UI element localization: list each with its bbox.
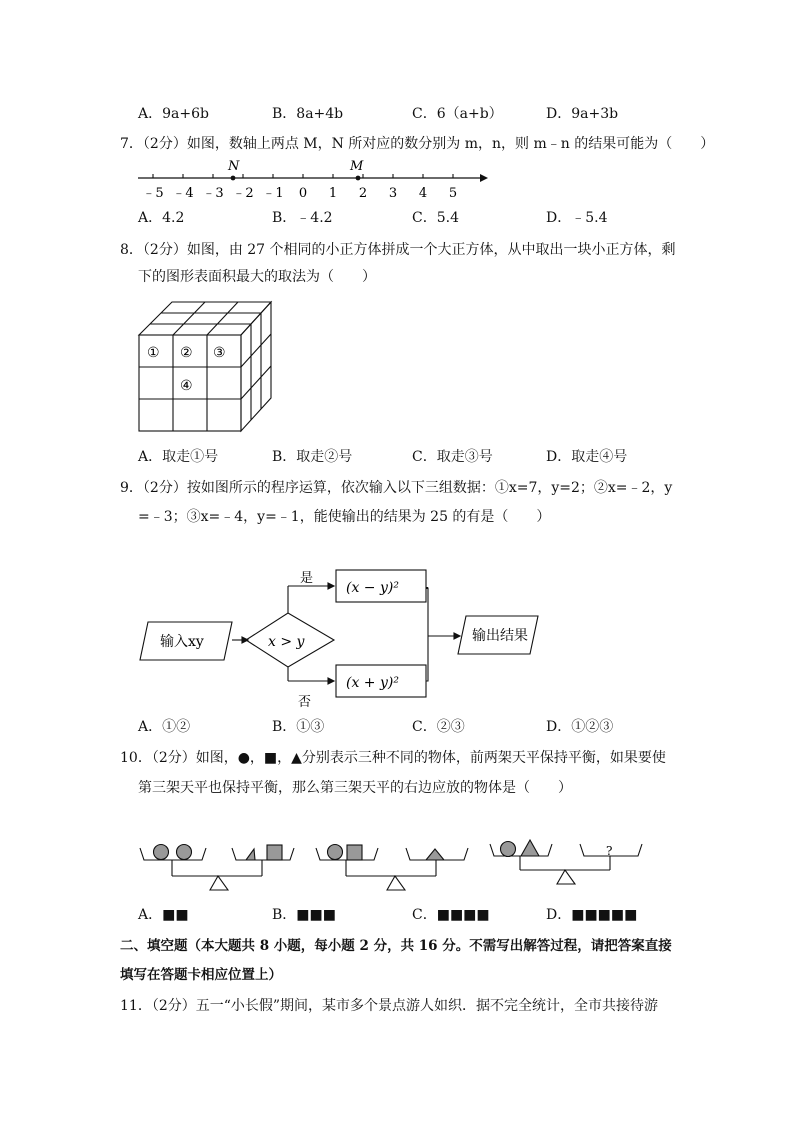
q6-option-b: B．8a+4b (272, 106, 344, 122)
q7-option-a: A．4.2 (138, 210, 185, 226)
circle-icon (501, 842, 516, 857)
q9-stem-line1: 9．（2分）按如图所示的程序运算，依次输入以下三组数据：①x=7，y=2；②x=﹣2，y (120, 480, 673, 496)
q9-option-a: A．①② (138, 719, 191, 735)
number-line-tick-label: ﹣4 (172, 186, 194, 201)
q8-option-c: C．取走③号 (412, 449, 493, 465)
q8-cube-figure (136, 298, 276, 434)
number-line-tick-label: 1 (328, 186, 338, 201)
number-line-tick-label: 4 (418, 186, 428, 201)
cube-label-2: ② (180, 345, 193, 361)
no-box-formula: (x + y)² (346, 675, 399, 691)
balance-3 (490, 840, 642, 884)
q10-option-d: D．■■■■■ (546, 907, 638, 923)
number-line-tick-label: ﹣2 (232, 186, 254, 201)
q9-option-d: D．①②③ (546, 719, 614, 735)
q8-option-d: D．取走④号 (546, 449, 628, 465)
q8-stem-line2: 下的图形表面积最大的取法为（ ） (138, 269, 376, 285)
q9-stem-line2: =﹣3；③x=﹣4，y=﹣1，能使输出的结果为 25 的有是（ ） (138, 509, 551, 525)
q10-option-c: C．■■■■ (412, 907, 490, 923)
input-label: 输入xy (160, 634, 204, 650)
point-m-dot (356, 176, 361, 181)
q6-option-d: D．9a+3b (546, 106, 619, 122)
section2-heading-line1: 二、填空题（本大题共 8 小题，每小题 2 分，共 16 分。不需写出解答过程，请把答案直接 (120, 938, 672, 954)
point-n-dot (231, 176, 236, 181)
number-line-tick-label: 3 (388, 186, 398, 201)
number-line-tick-label: ﹣3 (202, 186, 224, 201)
triangle-icon (426, 849, 444, 860)
number-line-tick-label: 0 (298, 186, 308, 201)
section2-heading-line2: 填写在答题卡相应位置上） (120, 967, 282, 983)
output-label: 输出结果 (472, 628, 528, 644)
square-icon (347, 845, 362, 860)
q9-option-b: B．①③ (272, 719, 325, 735)
no-label: 否 (298, 695, 312, 710)
yes-label: 是 (300, 571, 314, 586)
q10-option-b: B．■■■ (272, 907, 336, 923)
condition-label: x > y (268, 634, 305, 650)
square-icon (267, 845, 282, 860)
cube-label-4: ④ (180, 378, 193, 394)
number-line-tick-label: 2 (358, 186, 368, 201)
cube-label-3: ③ (213, 345, 226, 361)
q9-option-c: C．②③ (412, 719, 465, 735)
q7-stem: 7．（2分）如图，数轴上两点 M，N 所对应的数分别为 m，n，则 m﹣n 的结果可能为（ ） (120, 136, 715, 152)
circle-icon (328, 845, 343, 860)
balance-1 (140, 845, 294, 891)
q8-stem-line1: 8．（2分）如图，由 27 个相同的小正方体拼成一个大正方体，从中取出一块小正方体，剩 (120, 242, 676, 258)
q11-stem: 11．（2分）五一“小长假”期间，某市多个景点游人如织．据不完全统计，全市共接待游 (120, 998, 659, 1014)
q7-option-d: D．﹣5.4 (546, 210, 608, 226)
question-mark: ? (606, 844, 613, 858)
q10-option-a: A．■■ (138, 907, 189, 923)
circle-icon (177, 845, 192, 860)
q7-option-b: B．﹣4.2 (272, 210, 333, 226)
triangle-icon (246, 849, 255, 860)
point-n-label: N (228, 159, 240, 174)
q6-option-a: A．9a+6b (138, 106, 209, 122)
number-line-tick-label: 5 (448, 186, 458, 201)
yes-box-formula: (x − y)² (346, 580, 399, 596)
q10-balances-figure (136, 836, 676, 894)
q7-number-line (130, 156, 490, 202)
balance-2 (316, 845, 468, 891)
q10-stem-line2: 第三架天平也保持平衡，那么第三架天平的右边应放的物体是（ ） (138, 780, 572, 796)
q7-option-c: C．5.4 (412, 210, 459, 226)
q8-option-b: B．取走②号 (272, 449, 353, 465)
q10-stem-line1: 10．（2分）如图，●，■，▲分别表示三种不同的物体，前两架天平保持平衡，如果要使 (120, 750, 666, 766)
number-line-tick-label: ﹣5 (142, 186, 164, 201)
circle-icon (154, 845, 169, 860)
q6-option-c: C．6（a+b） (412, 106, 503, 122)
q9-flowchart-output (136, 560, 546, 710)
number-line-tick-label: ﹣1 (262, 186, 284, 201)
point-m-label: M (350, 159, 364, 174)
cube-label-1: ① (147, 345, 160, 361)
q8-option-a: A．取走①号 (138, 449, 219, 465)
triangle-icon (521, 840, 539, 856)
